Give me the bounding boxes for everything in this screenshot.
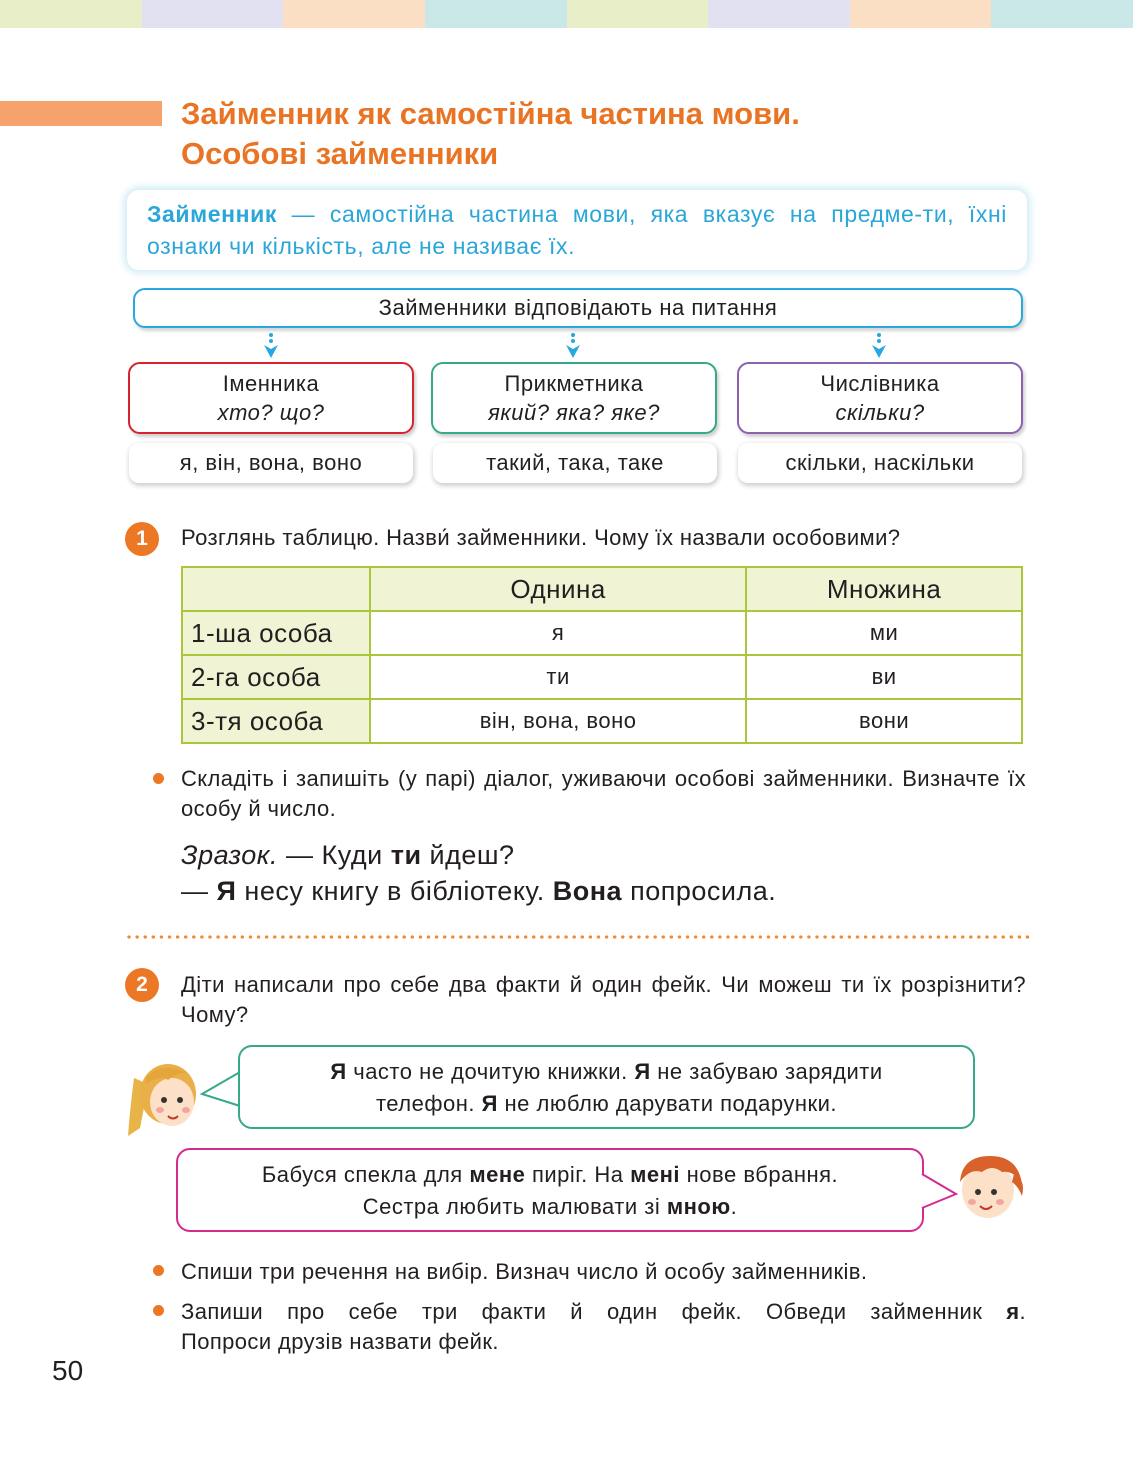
bullet-icon bbox=[153, 1305, 164, 1316]
definition-term: Займенник bbox=[147, 201, 277, 227]
definition-body: — самостійна частина мови, яка вказує на предме-ти, їхні ознаки чи кількість, але не називає їх. bbox=[147, 201, 1007, 259]
table-row bbox=[182, 699, 1022, 743]
table-header-row bbox=[182, 567, 1022, 611]
bubble-line bbox=[178, 1191, 922, 1223]
table-cell: ти bbox=[370, 655, 746, 699]
bullet-icon bbox=[153, 773, 164, 784]
page-title-line2: Особові займенники bbox=[181, 136, 499, 171]
girl-face-icon bbox=[120, 1048, 204, 1138]
bullet2-line2: Попроси друзів назвати фейк. bbox=[181, 1329, 499, 1354]
strip-segment bbox=[142, 0, 284, 28]
task-number-badge: 2 bbox=[125, 968, 159, 1002]
category-noun bbox=[128, 362, 414, 434]
bubble-pronoun: Я bbox=[634, 1059, 651, 1084]
category-examples: я, він, вона, воно bbox=[129, 443, 413, 483]
bullet-text: . bbox=[1019, 1299, 1026, 1324]
table-cell: він, вона, воно bbox=[370, 699, 746, 743]
bubble-text: пиріг. На bbox=[525, 1162, 631, 1187]
sample-pronoun: ти bbox=[390, 840, 422, 870]
arrow-down-icon bbox=[564, 332, 582, 360]
boy-face-icon bbox=[952, 1150, 1028, 1224]
sample-line1 bbox=[181, 837, 515, 873]
table-header-cell: Множина bbox=[746, 567, 1022, 611]
category-questions: скільки? bbox=[835, 400, 925, 425]
sample-line2 bbox=[181, 873, 776, 909]
arrow-down-icon bbox=[870, 332, 888, 360]
task-number-badge: 1 bbox=[125, 522, 159, 556]
bubble-pronoun: мене bbox=[469, 1162, 526, 1187]
bubble-text: нове вбрання. bbox=[680, 1162, 839, 1187]
bubble-text: Бабуся спекла для bbox=[261, 1162, 470, 1187]
task1-bullet: Складіть і запишіть (у парі) діалог, уживаючи особові займенники. Визначте їх особу й число. bbox=[181, 766, 1026, 821]
strip-segment bbox=[991, 0, 1133, 28]
category-name: Прикметника bbox=[504, 371, 644, 396]
table-corner-cell bbox=[182, 567, 370, 611]
bubble-line bbox=[240, 1088, 973, 1120]
boy-speech-bubble bbox=[176, 1148, 924, 1232]
sample-text: попросила. bbox=[622, 876, 777, 906]
strip-segment bbox=[567, 0, 709, 28]
bubble-pronoun: Я bbox=[481, 1091, 498, 1116]
table-row bbox=[182, 611, 1022, 655]
bubble-pronoun: мною bbox=[666, 1194, 731, 1219]
bullet-pronoun: я bbox=[1006, 1299, 1020, 1324]
bubble-line bbox=[240, 1056, 973, 1088]
category-numeral bbox=[737, 362, 1023, 434]
title-accent-bar bbox=[0, 101, 162, 126]
table-row-header: 1-ша особа bbox=[182, 611, 370, 655]
dotted-divider bbox=[125, 935, 1030, 939]
bubble-pronoun: Я bbox=[330, 1059, 347, 1084]
table-cell: ви bbox=[746, 655, 1022, 699]
strip-segment bbox=[850, 0, 992, 28]
table-row-header: 3-тя особа bbox=[182, 699, 370, 743]
table-cell: я bbox=[370, 611, 746, 655]
page-title bbox=[181, 94, 800, 174]
category-name: Числівника bbox=[820, 371, 940, 396]
definition-box bbox=[127, 190, 1027, 270]
task2-bullet1: Спиши три речення на вибір. Визнач число й особу займенників. bbox=[181, 1259, 868, 1284]
question-header: Займенники відповідають на питання bbox=[133, 288, 1023, 328]
sample-text: — Куди bbox=[278, 840, 391, 870]
top-color-strip bbox=[0, 0, 1133, 28]
category-adjective bbox=[431, 362, 717, 434]
bubble-text: Сестра любить малювати зі bbox=[362, 1194, 667, 1219]
task2-text: Діти написали про себе два факти й один фейк. Чи можеш ти їх розрізнити? Чому? bbox=[181, 972, 1026, 1027]
bullet-text: Запиши про себе три факти й один фейк. Обведи займенник bbox=[181, 1299, 1007, 1324]
bubble-text: не люблю дарувати подарунки. bbox=[497, 1091, 838, 1116]
table-cell: ми bbox=[746, 611, 1022, 655]
girl-speech-bubble bbox=[238, 1045, 975, 1129]
bubble-text: не забуваю зарядити bbox=[650, 1059, 883, 1084]
page-title-line1: Займенник як самостійна частина мови. bbox=[181, 96, 800, 131]
strip-segment bbox=[0, 0, 142, 28]
pronoun-table bbox=[181, 566, 1023, 744]
sample-text: несу книгу в бібліотеку. bbox=[236, 876, 553, 906]
bubble-pronoun: мені bbox=[630, 1162, 681, 1187]
table-cell: вони bbox=[746, 699, 1022, 743]
category-name: Іменника bbox=[222, 371, 320, 396]
table-row-header: 2-га особа bbox=[182, 655, 370, 699]
sample-text: — bbox=[181, 876, 217, 906]
bubble-text: . bbox=[730, 1194, 738, 1219]
page-number: 50 bbox=[52, 1355, 84, 1386]
sample-text: йдеш? bbox=[421, 840, 515, 870]
category-examples: скільки, наскільки bbox=[738, 443, 1022, 483]
strip-segment bbox=[283, 0, 425, 28]
bubble-text: часто не дочитую книжки. bbox=[346, 1059, 635, 1084]
sample-label: Зразок. bbox=[181, 840, 279, 870]
task2-bullet2 bbox=[181, 1297, 1026, 1357]
definition-text bbox=[147, 198, 1007, 262]
task1-text: Розглянь таблицю. Назви́ займенники. Чому їх назвали особовими? bbox=[181, 525, 901, 550]
bubble-text: телефон. bbox=[375, 1091, 482, 1116]
category-questions: який? яка? яке? bbox=[488, 400, 660, 425]
arrow-down-icon bbox=[262, 332, 280, 360]
category-questions: хто? що? bbox=[217, 400, 325, 425]
table-row bbox=[182, 655, 1022, 699]
category-examples: такий, така, таке bbox=[433, 443, 717, 483]
bullet-icon bbox=[153, 1265, 164, 1276]
bubble-line bbox=[178, 1159, 922, 1191]
strip-segment bbox=[425, 0, 567, 28]
strip-segment bbox=[708, 0, 850, 28]
sample-pronoun: Вона bbox=[552, 876, 623, 906]
table-header-cell: Однина bbox=[370, 567, 746, 611]
bullet2-line1 bbox=[181, 1297, 1026, 1327]
sample-pronoun: Я bbox=[216, 876, 237, 906]
